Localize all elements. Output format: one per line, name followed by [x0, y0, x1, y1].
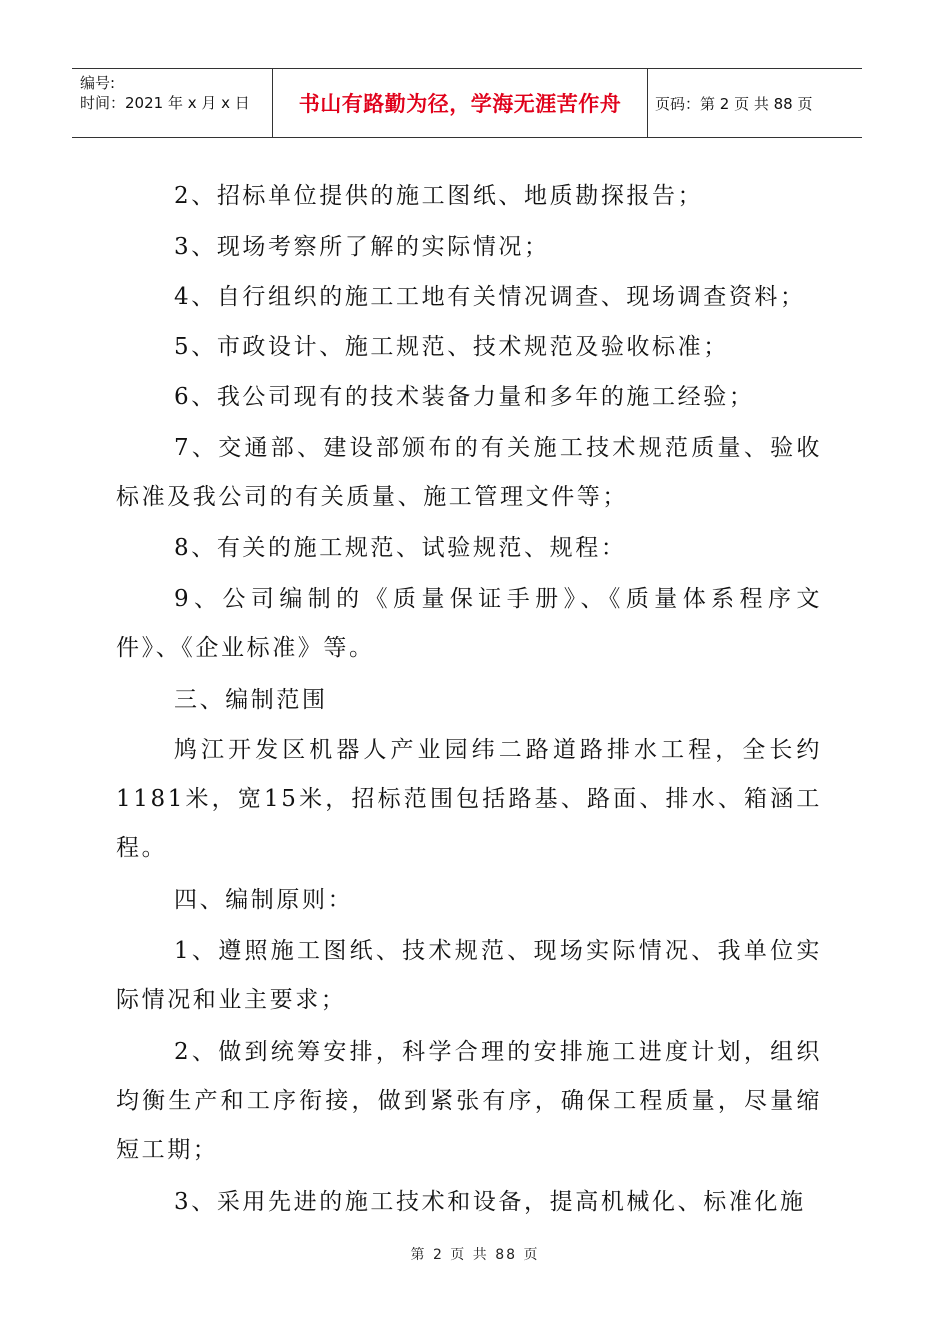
header-meta [80, 73, 270, 113]
paragraph: 3、现场考察所了解的实际情况； [174, 234, 550, 260]
paragraph: 2、招标单位提供的施工图纸、地质勘探报告； [174, 183, 704, 209]
document-code-label: 编号: [80, 74, 116, 92]
header-motto: 书山有路勤为径，学海无涯苦作舟 [298, 92, 622, 116]
document-time-label: 时间：2021 年 x 月 x 日 [80, 94, 250, 112]
header-divider [647, 69, 648, 137]
header-page-number: 页码：第 2 页 共 88 页 [655, 94, 813, 113]
page-footer: 第 2 页 共 88 页 [410, 1247, 540, 1263]
section-heading: 三、编制范围 [174, 687, 328, 713]
paragraph: 5、市政设计、施工规范、技术规范及验收标准； [174, 334, 729, 360]
document-header [72, 68, 862, 138]
paragraph: 3、采用先进的施工技术和设备，提高机械化、标准化施 [174, 1189, 806, 1215]
paragraph: 2、做到统筹安排，科学合理的安排施工进度计划，组织均衡生产和工序衔接，做到紧张有序，确保工程质量，尽量缩短工期； [116, 1039, 822, 1163]
paragraph: 1、遵照施工图纸、技术规范、现场实际情况、我单位实际情况和业主要求； [116, 938, 822, 1013]
paragraph: 9、公司编制的《质量保证手册》、《质量体系程序文件》、《企业标准》等。 [116, 586, 822, 661]
section-heading: 四、编制原则： [174, 887, 354, 913]
paragraph: 8、有关的施工规范、试验规范、规程： [174, 535, 627, 561]
paragraph: 6、我公司现有的技术装备力量和多年的施工经验； [174, 384, 755, 410]
paragraph: 4、自行组织的施工工地有关情况调查、现场调查资料； [174, 284, 806, 310]
paragraph: 7、交通部、建设部颁布的有关施工技术规范质量、验收标准及我公司的有关质量、施工管理文件等； [116, 435, 822, 510]
paragraph: 鸠江开发区机器人产业园纬二路道路排水工程，全长约1181米，宽15米，招标范围包括路基、路面、排水、箱涵工程。 [116, 737, 822, 861]
